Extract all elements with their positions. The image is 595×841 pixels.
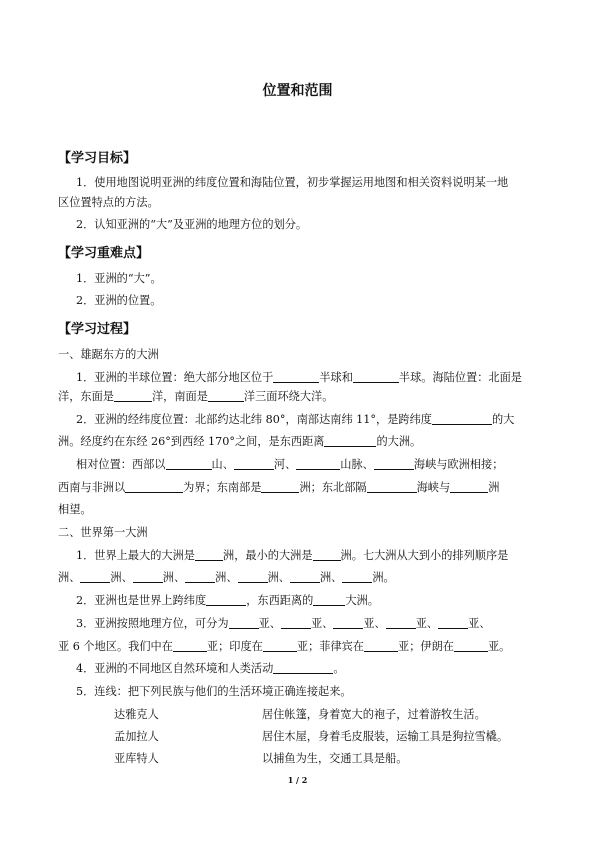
part2-line-2: 洲、 洲、 洲、 洲、 洲、 洲、 洲。 xyxy=(58,571,395,584)
fill-blank[interactable] xyxy=(367,481,417,493)
fill-blank[interactable] xyxy=(133,571,163,583)
people-item-1: 达雅克人 xyxy=(114,708,159,721)
fill-blank[interactable] xyxy=(173,640,207,652)
goal-line-1a: 1．使用地图说明亚洲的纬度位置和海陆位置，初步掌握运用地图和相关资料说明某一地 xyxy=(76,176,509,189)
fill-blank[interactable] xyxy=(166,458,212,470)
fill-blank[interactable] xyxy=(185,571,215,583)
part2-line-6: 4．亚洲的不同地区自然环境和人类活动 。 xyxy=(76,662,345,675)
fill-blank[interactable] xyxy=(454,640,488,652)
fill-blank[interactable] xyxy=(324,435,376,447)
fill-blank[interactable] xyxy=(353,371,399,383)
fill-blank[interactable] xyxy=(273,662,333,674)
section-heading-goals: 【学习目标】 xyxy=(58,151,137,166)
goal-line-1b: 区位置特点的方法。 xyxy=(58,196,159,209)
part1-line-1: 1．亚洲的半球位置：绝大部分地区位于 半球和 半球。海陆位置：北面是 xyxy=(76,371,522,384)
fill-blank[interactable] xyxy=(114,390,152,402)
section-heading-key: 【学习重难点】 xyxy=(58,246,150,261)
fill-blank[interactable] xyxy=(432,413,492,425)
part1-line-5: 相对位置：西部以 山、 河、 山脉、 海峡与欧洲相接； xyxy=(76,458,504,471)
fill-blank[interactable] xyxy=(80,571,110,583)
key-line-1: 1．亚洲的“大”。 xyxy=(76,272,162,285)
fill-blank[interactable] xyxy=(206,594,246,606)
part1-heading: 一、雄踞东方的大洲 xyxy=(58,348,159,361)
fill-blank[interactable] xyxy=(342,571,372,583)
environment-item-1: 居住帐篷，身着宽大的袍子，过着游牧生活。 xyxy=(262,708,486,721)
part2-line-4: 3．亚洲按照地理方位，可分为 亚、 亚、 亚、 亚、 亚、 xyxy=(76,617,491,630)
key-line-2: 2．亚洲的位置。 xyxy=(76,294,162,307)
fill-blank[interactable] xyxy=(263,640,297,652)
people-item-3: 亚库特人 xyxy=(114,752,159,765)
page-number: 1 / 2 xyxy=(287,775,308,785)
section-heading-process: 【学习过程】 xyxy=(58,322,137,337)
part2-line-1: 1．世界上最大的大洲是 洲，最小的大洲是 洲。七大洲从大到小的排列顺序是 xyxy=(76,549,509,562)
fill-blank[interactable] xyxy=(125,481,183,493)
fill-blank[interactable] xyxy=(208,390,244,402)
fill-blank[interactable] xyxy=(364,640,398,652)
part2-line-7: 5．连线：把下列民族与他们的生活环境正确连接起来。 xyxy=(76,685,352,698)
people-item-2: 孟加拉人 xyxy=(114,730,159,743)
fill-blank[interactable] xyxy=(273,371,319,383)
goal-line-2: 2．认知亚洲的“大”及亚洲的地理方位的划分。 xyxy=(76,218,308,231)
fill-blank[interactable] xyxy=(386,617,416,629)
part2-line-5: 亚 6 个地区。我们中在 亚；印度在 亚；菲律宾在 亚；伊朗在 亚。 xyxy=(58,640,511,653)
part1-line-3: 2．亚洲的经纬度位置：北部约达北纬 80°，南部达南纬 11°，是跨纬度 的大 xyxy=(76,413,515,426)
fill-blank[interactable] xyxy=(195,549,223,561)
fill-blank[interactable] xyxy=(238,571,268,583)
page-title: 位置和范围 xyxy=(262,83,333,99)
environment-item-2: 居住木屋，身着毛皮服装，运输工具是狗拉雪橇。 xyxy=(262,730,509,743)
part1-line-4: 洲。经度约在东经 26°到西经 170°之间，是东西距离 的大洲。 xyxy=(58,435,422,448)
fill-blank[interactable] xyxy=(374,458,414,470)
fill-blank[interactable] xyxy=(438,617,468,629)
fill-blank[interactable] xyxy=(450,481,488,493)
fill-blank[interactable] xyxy=(281,617,311,629)
part1-line-2: 洋，东面是 洋，南面是 洋三面环绕大洋。 xyxy=(58,390,334,403)
fill-blank[interactable] xyxy=(313,594,345,606)
part2-line-3: 2．亚洲也是世界上跨纬度 ，东西距离的 大洲。 xyxy=(76,594,379,607)
fill-blank[interactable] xyxy=(313,549,341,561)
fill-blank[interactable] xyxy=(290,571,320,583)
environment-item-3: 以捕鱼为生，交通工具是船。 xyxy=(262,752,408,765)
fill-blank[interactable] xyxy=(261,481,299,493)
part1-line-7: 相望。 xyxy=(58,503,92,516)
part1-line-6: 西南与非洲以 为界；东南部是 洲；东北部隔 海峡与 洲 xyxy=(58,481,500,494)
fill-blank[interactable] xyxy=(229,617,259,629)
part2-heading: 二、世界第一大洲 xyxy=(58,526,148,539)
fill-blank[interactable] xyxy=(296,458,340,470)
fill-blank[interactable] xyxy=(333,617,363,629)
fill-blank[interactable] xyxy=(234,458,274,470)
